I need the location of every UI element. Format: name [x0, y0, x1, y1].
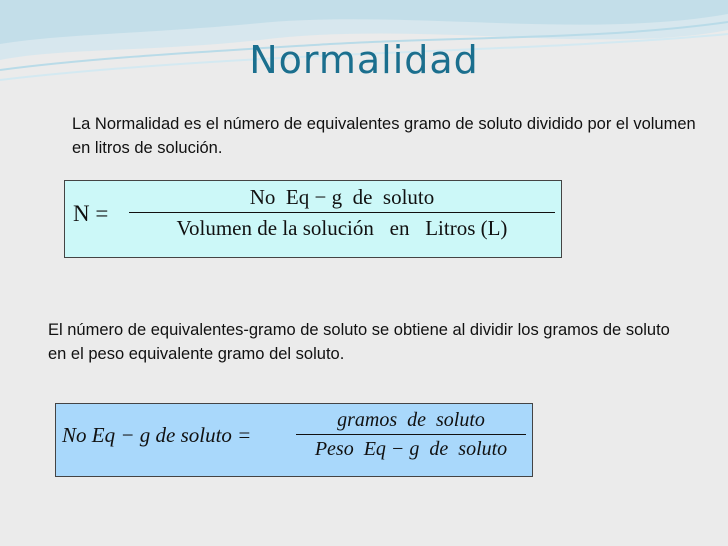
- fraction-bar: [296, 434, 526, 435]
- normality-formula-box: [64, 180, 562, 258]
- formula-numerator: gramos de soluto: [337, 409, 485, 431]
- formula-denominator: Volumen de la solución en Litros (L): [176, 216, 508, 240]
- equivalents-formula-box: [55, 403, 533, 477]
- formula-fraction: [296, 409, 526, 461]
- fraction-bar: [129, 212, 555, 213]
- equivalents-paragraph: El número de equivalentes-gramo de soluto se obtiene al dividir los gramos de soluto en el peso equivalente gramo del soluto.: [48, 321, 670, 363]
- formula-numerator: No Eq − g de soluto: [249, 185, 435, 209]
- formula-lhs: N =: [73, 201, 109, 226]
- formula-fraction: [129, 185, 555, 241]
- formula-lhs: No Eq − g de soluto =: [62, 423, 252, 447]
- definition-paragraph: La Normalidad es el número de equivalentes gramo de soluto dividido por el volumen en litros de solución.: [72, 115, 696, 157]
- formula-denominator: Peso Eq − g de soluto: [314, 438, 508, 460]
- slide-title: Normalidad: [249, 38, 479, 82]
